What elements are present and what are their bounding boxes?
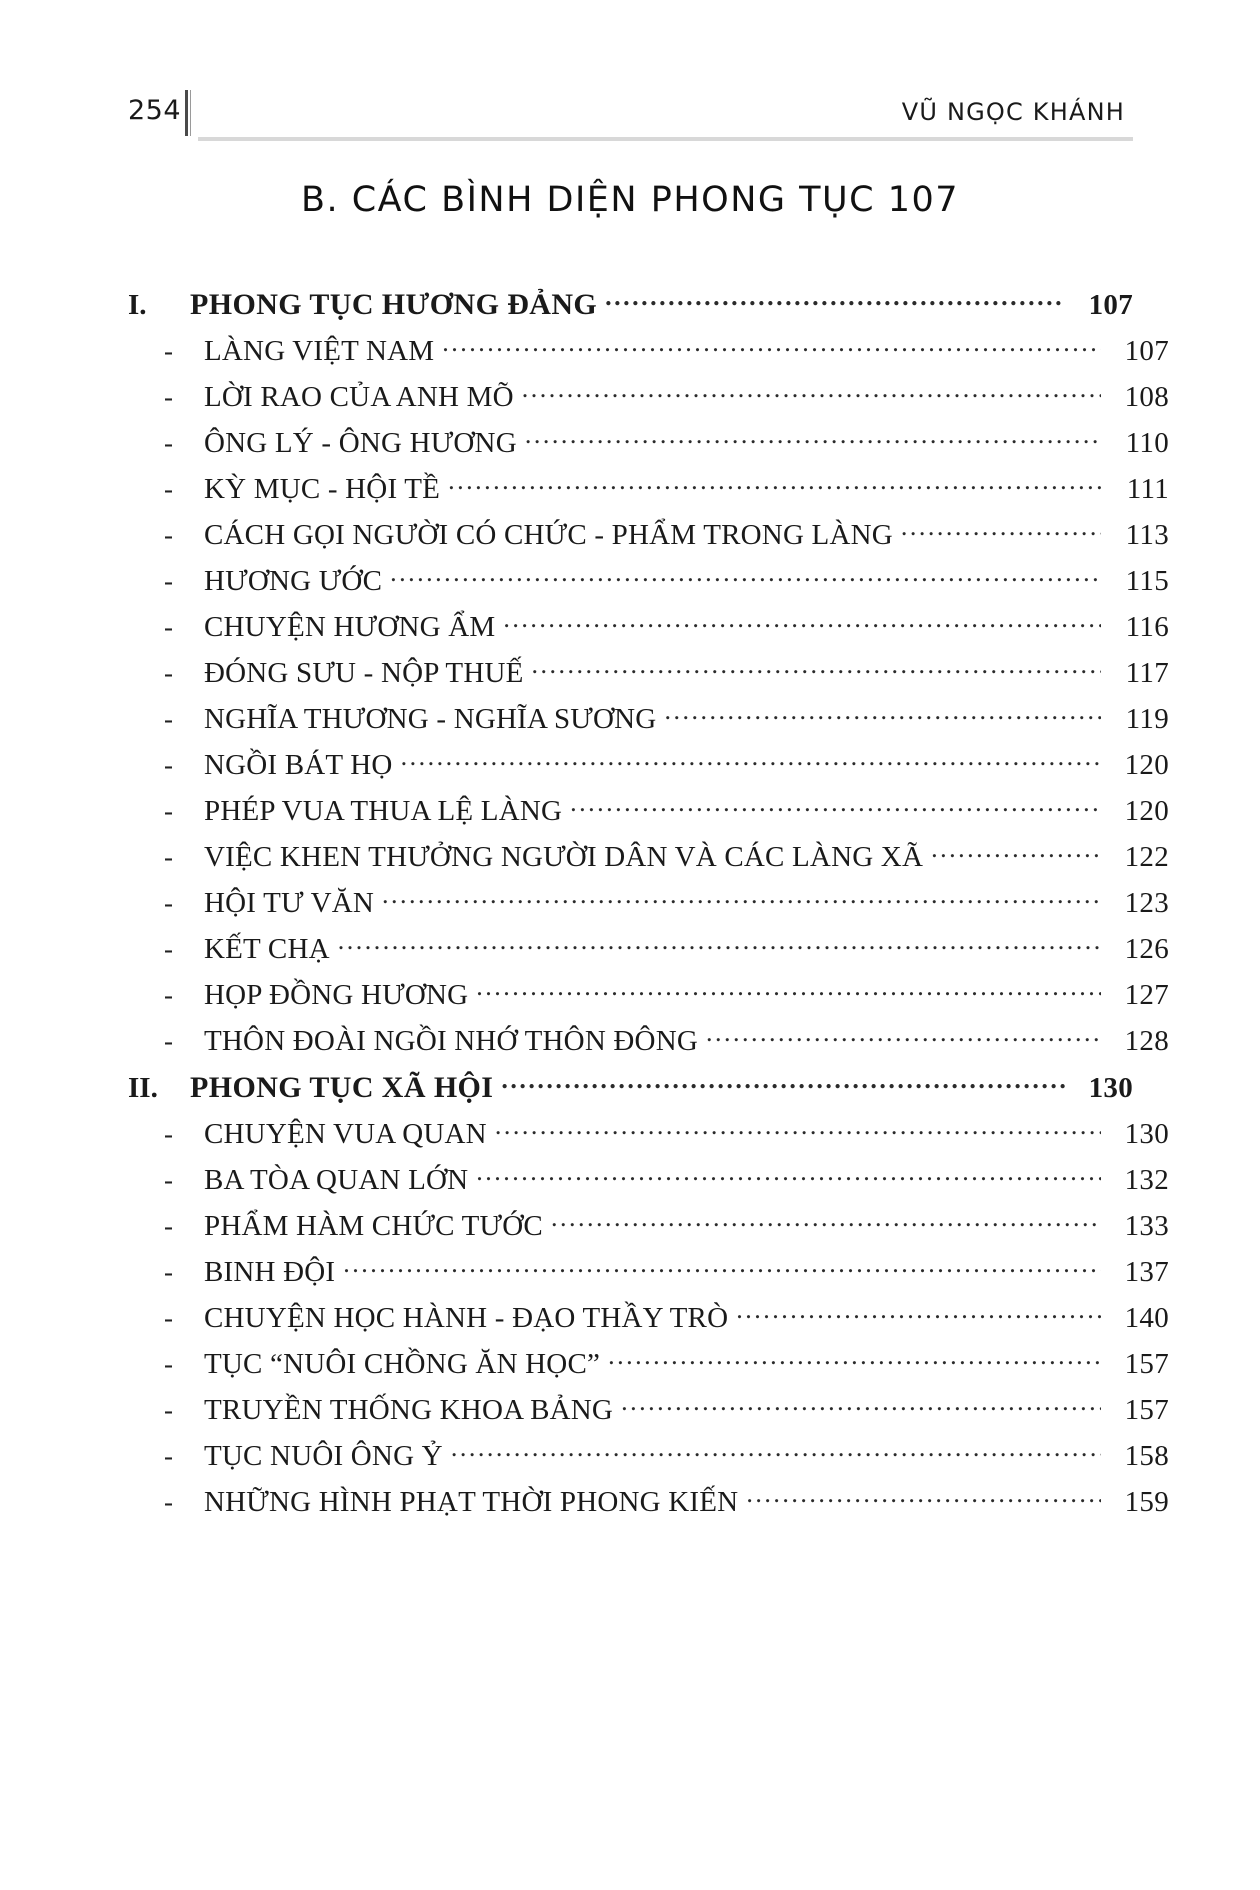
toc-entry-row[interactable]	[128, 1436, 1169, 1473]
toc-leader-dots	[476, 1160, 1101, 1189]
toc-entry-page-number: 132	[1124, 1164, 1169, 1196]
toc-entry-row[interactable]	[128, 699, 1169, 736]
toc-entry-label: PHẨM HÀM CHỨC TƯỚC	[204, 1210, 543, 1242]
toc-entry-row[interactable]	[128, 745, 1169, 782]
toc-entry-label: ĐÓNG SƯU - NỘP THUẾ	[204, 657, 524, 689]
toc-entry-dash: -	[164, 980, 173, 1010]
toc-entry-dash: -	[164, 1441, 173, 1471]
toc-entry-row[interactable]	[128, 1021, 1169, 1058]
toc-entry-row[interactable]	[128, 1114, 1169, 1151]
toc-entry-row[interactable]	[128, 975, 1169, 1012]
toc-leader-dots	[451, 1436, 1101, 1465]
toc-entry-label: TỤC “NUÔI CHỒNG ĂN HỌC”	[204, 1348, 601, 1380]
page-number: 254	[128, 95, 182, 126]
toc-entry-dash: -	[164, 1165, 173, 1195]
toc-entry-row[interactable]	[128, 561, 1169, 598]
toc-entry-row[interactable]	[128, 1482, 1169, 1519]
toc-entry-page-number: 123	[1124, 887, 1169, 919]
toc-entry-dash: -	[164, 474, 173, 504]
toc-entry-label: TỤC NUÔI ÔNG Ỷ	[204, 1440, 443, 1472]
toc-entry-label: NGHĨA THƯƠNG - NGHĨA SƯƠNG	[204, 703, 657, 735]
toc-leader-dots	[401, 745, 1101, 774]
toc-entry-page-number: 133	[1124, 1210, 1169, 1242]
toc-entry-dash: -	[164, 1349, 173, 1379]
toc-entry-page-number: 137	[1124, 1256, 1169, 1288]
toc-entry-page-number: 107	[1088, 289, 1133, 321]
toc-entry-row[interactable]	[128, 377, 1169, 414]
toc-entry-page-number: 157	[1124, 1348, 1169, 1380]
toc-leader-dots	[901, 515, 1101, 544]
toc-leader-dots	[621, 1390, 1101, 1419]
toc-leader-dots	[746, 1482, 1101, 1511]
toc-entry-dash: -	[164, 704, 173, 734]
toc-entry-label: LỜI RAO CỦA ANH MÕ	[204, 381, 514, 413]
toc-entry-page-number: 158	[1124, 1440, 1169, 1472]
toc-entry-label: VIỆC KHEN THƯỞNG NGƯỜI DÂN VÀ CÁC LÀNG XÃ	[204, 841, 924, 873]
toc-entry-dash: -	[164, 382, 173, 412]
toc-entry-dash: -	[164, 888, 173, 918]
toc-entry-label: CHUYỆN VUA QUAN	[204, 1118, 487, 1150]
header-divider-bar	[185, 90, 188, 136]
toc-entry-dash: -	[164, 842, 173, 872]
toc-entry-row[interactable]	[128, 791, 1169, 828]
toc-entry-page-number: 157	[1124, 1394, 1169, 1426]
running-head	[128, 95, 1133, 143]
toc-entry-dash: -	[164, 1395, 173, 1425]
toc-entry-row[interactable]	[128, 1344, 1169, 1381]
toc-entry-label: PHONG TỤC XÃ HỘI	[190, 1071, 494, 1104]
toc-leader-dots	[525, 423, 1101, 452]
toc-entry-label: CÁCH GỌI NGƯỜI CÓ CHỨC - PHẨM TRONG LÀNG	[204, 519, 893, 551]
author-name: VŨ NGỌC KHÁNH	[901, 98, 1125, 126]
toc-entry-dash: -	[164, 1026, 173, 1056]
toc-entry-page-number: 126	[1124, 933, 1169, 965]
toc-leader-dots	[522, 377, 1101, 406]
toc-entry-dash: -	[164, 1119, 173, 1149]
toc-entry-page-number: 116	[1125, 611, 1169, 643]
toc-entry-dash: -	[164, 566, 173, 596]
toc-entry-page-number: 107	[1124, 335, 1169, 367]
toc-entry-row[interactable]	[128, 469, 1169, 506]
toc-leader-dots	[605, 284, 1065, 314]
toc-entry-page-number: 111	[1126, 473, 1169, 505]
toc-group-number: II.	[128, 1072, 158, 1104]
toc-entry-page-number: 128	[1124, 1025, 1169, 1057]
toc-leader-dots	[501, 1067, 1065, 1097]
toc-entry-row[interactable]	[128, 1252, 1169, 1289]
toc-entry-label: HỘI TƯ VĂN	[204, 887, 375, 919]
toc-leader-dots	[495, 1114, 1101, 1143]
toc-entry-label: PHÉP VUA THUA LỆ LÀNG	[204, 795, 563, 827]
toc-leader-dots	[570, 791, 1101, 820]
toc-entry-label: PHONG TỤC HƯƠNG ĐẢNG	[190, 288, 598, 321]
toc-entry-row[interactable]	[128, 1298, 1169, 1335]
toc-entry-row[interactable]	[128, 837, 1169, 874]
table-of-contents	[128, 278, 1169, 1528]
toc-entry-label: HƯƠNG ƯỚC	[204, 565, 383, 597]
toc-entry-label: NHỮNG HÌNH PHẠT THỜI PHONG KIẾN	[204, 1486, 739, 1518]
toc-entry-page-number: 108	[1124, 381, 1169, 413]
toc-entry-page-number: 120	[1124, 795, 1169, 827]
toc-entry-label: LÀNG VIỆT NAM	[204, 335, 435, 367]
toc-entry-page-number: 110	[1125, 427, 1169, 459]
toc-leader-dots	[706, 1021, 1101, 1050]
toc-entry-page-number: 119	[1125, 703, 1169, 735]
toc-leader-dots	[736, 1298, 1101, 1327]
toc-entry-label: CHUYỆN HƯƠNG ẨM	[204, 611, 496, 643]
toc-entry-page-number: 140	[1124, 1302, 1169, 1334]
toc-leader-dots	[551, 1206, 1101, 1235]
toc-entry-page-number: 130	[1088, 1072, 1133, 1104]
toc-entry-dash: -	[164, 658, 173, 688]
toc-entry-label: BINH ĐỘI	[204, 1256, 336, 1288]
toc-leader-dots	[532, 653, 1101, 682]
toc-leader-dots	[476, 975, 1101, 1004]
toc-entry-row[interactable]	[128, 515, 1169, 552]
toc-entry-dash: -	[164, 750, 173, 780]
toc-entry-row[interactable]	[128, 331, 1169, 368]
toc-entry-label: THÔN ĐOÀI NGỒI NHỚ THÔN ĐÔNG	[204, 1025, 698, 1057]
toc-leader-dots	[931, 837, 1101, 866]
toc-group-number: I.	[128, 289, 147, 321]
toc-leader-dots	[608, 1344, 1101, 1373]
toc-entry-row[interactable]	[128, 883, 1169, 920]
toc-entry-row[interactable]	[128, 607, 1169, 644]
toc-entry-row[interactable]	[128, 929, 1169, 966]
toc-leader-dots	[664, 699, 1101, 728]
toc-entry-dash: -	[164, 796, 173, 826]
toc-entry-page-number: 122	[1124, 841, 1169, 873]
toc-group-row[interactable]	[128, 1067, 1133, 1105]
header-divider-bar-thin	[190, 90, 191, 136]
toc-entry-label: KẾT CHẠ	[204, 933, 330, 965]
toc-entry-row[interactable]	[128, 1206, 1169, 1243]
toc-entry-page-number: 130	[1124, 1118, 1169, 1150]
toc-leader-dots	[442, 331, 1101, 360]
toc-leader-dots	[390, 561, 1101, 590]
toc-entry-page-number: 120	[1124, 749, 1169, 781]
toc-entry-row[interactable]	[128, 653, 1169, 690]
toc-entry-dash: -	[164, 1257, 173, 1287]
toc-entry-dash: -	[164, 934, 173, 964]
toc-entry-dash: -	[164, 520, 173, 550]
toc-leader-dots	[338, 929, 1101, 958]
toc-entry-row[interactable]	[128, 1390, 1169, 1427]
toc-entry-label: CHUYỆN HỌC HÀNH - ĐẠO THẦY TRÒ	[204, 1302, 729, 1334]
toc-entry-label: HỌP ĐỒNG HƯƠNG	[204, 979, 469, 1011]
toc-entry-label: TRUYỀN THỐNG KHOA BẢNG	[204, 1394, 614, 1426]
section-title: B. CÁC BÌNH DIỆN PHONG TỤC 107	[300, 180, 959, 220]
toc-entry-label: BA TÒA QUAN LỚN	[204, 1164, 469, 1196]
toc-entry-page-number: 117	[1125, 657, 1169, 689]
toc-entry-label: ÔNG LÝ - ÔNG HƯƠNG	[204, 427, 517, 459]
toc-entry-row[interactable]	[128, 1160, 1169, 1197]
toc-entry-dash: -	[164, 428, 173, 458]
toc-leader-dots	[343, 1252, 1101, 1281]
toc-entry-label: NGỒI BÁT HỌ	[204, 749, 393, 781]
toc-leader-dots	[382, 883, 1101, 912]
header-underline	[198, 137, 1133, 141]
toc-entry-page-number: 115	[1125, 565, 1169, 597]
toc-entry-dash: -	[164, 1211, 173, 1241]
toc-entry-page-number: 127	[1124, 979, 1169, 1011]
toc-leader-dots	[448, 469, 1101, 498]
toc-entry-dash: -	[164, 336, 173, 366]
toc-entry-label: KỲ MỤC - HỘI TỀ	[204, 473, 441, 505]
toc-entry-dash: -	[164, 612, 173, 642]
toc-entry-page-number: 113	[1125, 519, 1169, 551]
toc-entry-page-number: 159	[1124, 1486, 1169, 1518]
toc-entry-row[interactable]	[128, 423, 1169, 460]
toc-entry-dash: -	[164, 1487, 173, 1517]
toc-entry-dash: -	[164, 1303, 173, 1333]
toc-leader-dots	[503, 607, 1101, 636]
toc-group-row[interactable]	[128, 284, 1133, 322]
